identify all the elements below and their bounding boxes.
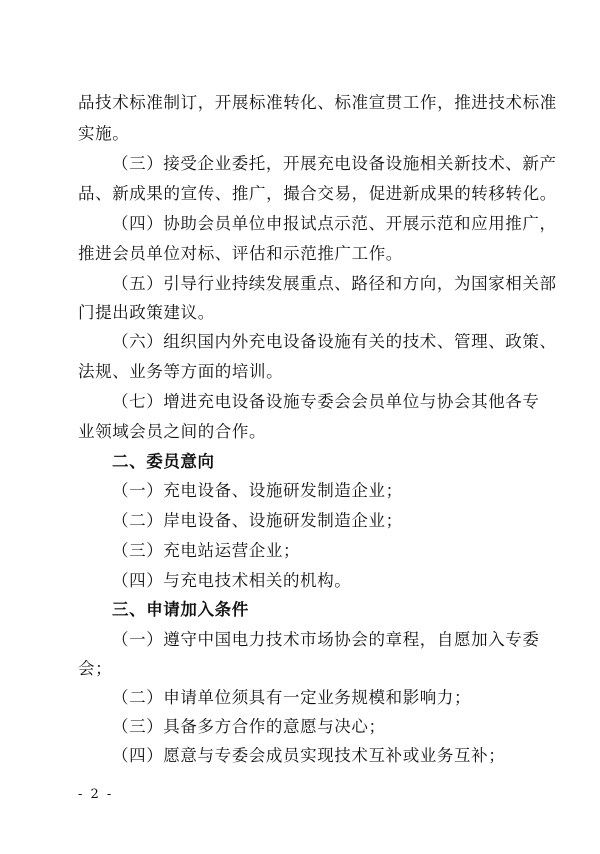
paragraph-line: 法规、业务等方面的培训。 [78, 362, 284, 381]
list-item: （二）岸电设备、设施研发制造企业； [112, 511, 403, 530]
paragraph-line: （五）引导行业持续发展重点、路径和方向，为国家相关部 [112, 274, 557, 293]
paragraph-line: 业领域会员之间的合作。 [78, 422, 267, 441]
section-heading: 二、委员意向 [112, 452, 215, 471]
paragraph-line: （三）接受企业委托，开展充电设备设施相关新技术、新产 [112, 154, 557, 173]
paragraph-line: 门提出政策建议。 [78, 303, 215, 322]
paragraph-line: 实施。 [78, 124, 130, 143]
list-item: （二）申请单位须具有一定业务规模和影响力； [112, 688, 472, 707]
list-item: （四）与充电技术相关的机构。 [112, 571, 352, 590]
paragraph-line: （四）协助会员单位申报试点示范、开展示范和应用推广， [112, 214, 557, 233]
list-item: （三）具备多方合作的意愿与决心； [112, 717, 386, 736]
paragraph-line: 推进会员单位对标、评估和示范推广工作。 [78, 244, 403, 263]
paragraph-line: 品技术标准制订，开展标准转化、标准宣贯工作，推进技术标准 [78, 93, 557, 112]
page-number: - 2 - [78, 787, 114, 802]
section-heading: 三、申请加入条件 [112, 600, 249, 619]
list-item: （三）充电站运营企业； [112, 541, 301, 560]
list-item: 会； [78, 659, 113, 678]
paragraph-line: 品、新成果的宣传、推广，撮合交易，促进新成果的转移转化。 [78, 184, 557, 203]
paragraph-line: （七）增进充电设备设施专委会会员单位与协会其他各专 [112, 392, 540, 411]
paragraph-line: （六）组织国内外充电设备设施有关的技术、管理、政策、 [112, 332, 557, 351]
list-item: （一）遵守中国电力技术市场协会的章程，自愿加入专委 [112, 630, 540, 649]
list-item: （一）充电设备、设施研发制造企业； [112, 481, 403, 500]
list-item: （四）愿意与专委会成员实现技术互补或业务互补； [112, 746, 506, 765]
